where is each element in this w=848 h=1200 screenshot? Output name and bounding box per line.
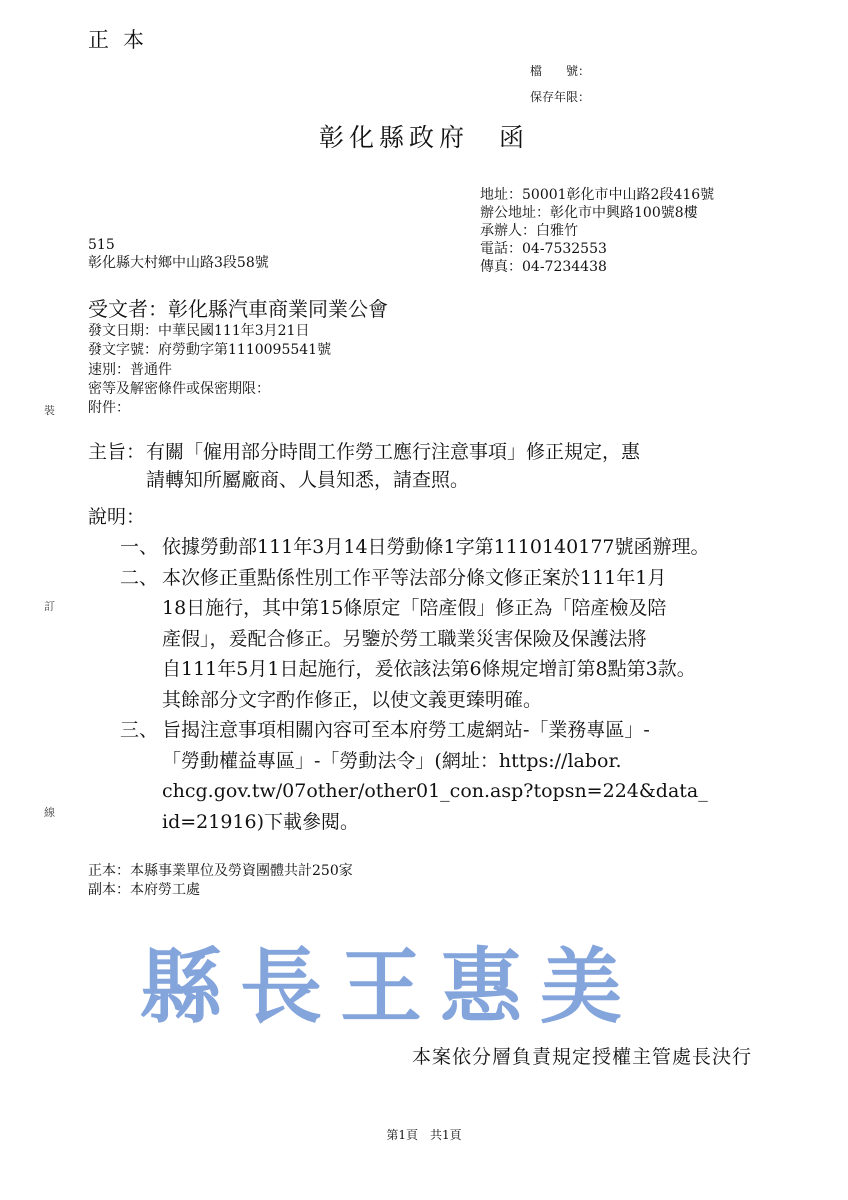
binding-mark: 訂	[44, 600, 55, 613]
retention-period-label: 保存年限：	[530, 90, 591, 104]
item-line: 旨揭注意事項相關內容可至本府勞工處網站-「業務專區」-	[162, 719, 650, 741]
fax: 傳真：04-7234438	[480, 259, 607, 275]
delivery-speed: 速別：普通件	[88, 361, 172, 378]
item-line: chcg.gov.tw/07other/other01_con.asp?topsn=224&data_	[162, 780, 708, 802]
item-line: id=21916)下載參閱。	[162, 810, 360, 833]
subject	[88, 438, 768, 494]
item-line: 依據勞動部111年3月14日勞動條1字第1110140177號函辦理。	[162, 536, 710, 558]
item-number: 二、	[120, 566, 159, 589]
recipient-street-address: 彰化縣大村鄉中山路3段58號	[88, 255, 269, 271]
attachments: 附件：	[88, 400, 130, 417]
agency-name: 彰化縣政府	[318, 123, 469, 152]
postal-code: 515	[88, 237, 115, 253]
binding-mark: 線	[44, 806, 55, 819]
item-line: 產假」，爰配合修正。另鑒於勞工職業災害保險及保護法將	[162, 627, 647, 650]
description-item	[120, 715, 780, 837]
security-level: 密等及解密條件或保密期限：	[88, 380, 270, 397]
issue-date: 發文日期：中華民國111年3月21日	[88, 323, 310, 339]
document-type: 函	[499, 123, 530, 152]
subject-label: 主旨：	[88, 441, 146, 463]
item-number: 一、	[120, 536, 159, 558]
original-recipients: 正本：本縣事業單位及勞資團體共計250家	[88, 863, 353, 879]
delegation-note: 本案依分層負責規定授權主管處長決行	[411, 1046, 752, 1068]
description-items	[120, 532, 780, 837]
copy-recipients: 副本：本府勞工處	[88, 882, 200, 898]
subject-line: 請轉知所屬廠商、人員知悉，請查照。	[146, 469, 470, 491]
document-meta	[88, 322, 331, 418]
item-line: 本次修正重點係性別工作平等法部分條文修正案於111年1月	[162, 566, 667, 589]
item-line: 自111年5月1日起施行，爰依該法第6條規定增訂第8點第3款。	[162, 658, 696, 680]
phone: 電話：04-7532553	[480, 241, 607, 257]
agency-address: 地址：50001彰化市中山路2段416號	[480, 187, 715, 203]
item-line: 其餘部分文字酌作修正，以使文義更臻明確。	[162, 688, 543, 711]
recipient-address	[88, 236, 269, 272]
recipient: 受文者：彰化縣汽車商業同業公會	[88, 297, 388, 321]
subject-line: 有關「僱用部分時間工作勞工應行注意事項」修正規定，惠	[146, 441, 641, 463]
page-number: 第1頁 共1頁	[386, 1128, 462, 1142]
handler: 承辦人：白雅竹	[480, 223, 578, 239]
file-info	[530, 58, 590, 110]
copy-type: 正本	[88, 28, 158, 52]
description-item	[120, 532, 780, 563]
item-number: 三、	[120, 719, 159, 741]
magistrate-seal-stamp: 縣長王惠美	[140, 939, 641, 1035]
item-line: 「勞動權益專區」-「勞動法令」(網址：https://labor.	[162, 749, 622, 772]
document-number: 發文字號：府勞動字第1110095541號	[88, 342, 332, 359]
distribution-list	[88, 862, 353, 900]
document-title	[0, 118, 848, 154]
file-number-label: 檔 號：	[530, 64, 591, 78]
contact-block	[480, 186, 714, 276]
binding-mark: 裝	[44, 404, 55, 417]
description-label: 說明：	[88, 506, 146, 528]
description-item	[120, 563, 780, 716]
item-line: 18日施行，其中第15條原定「陪產假」修正為「陪產檢及陪	[162, 597, 667, 619]
office-address: 辦公地址：彰化市中興路100號8樓	[480, 205, 698, 221]
